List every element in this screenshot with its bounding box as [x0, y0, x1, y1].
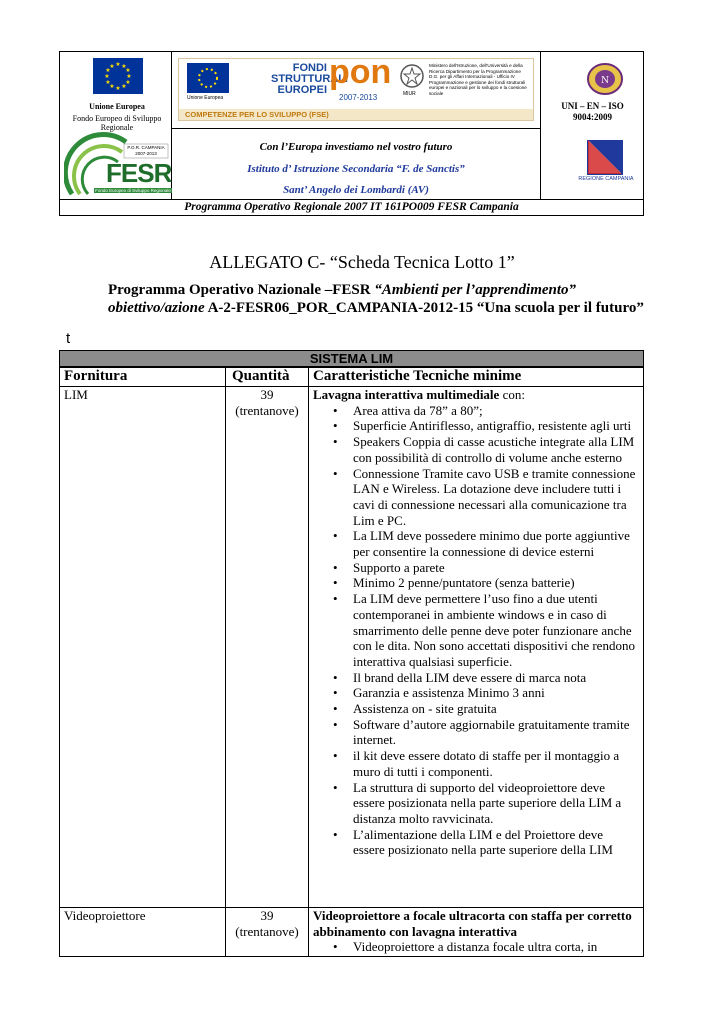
italian-emblem-icon — [399, 63, 425, 89]
ministry-text: Ministero dell'Istruzione, dell'Università e della Ricerca Dipartimento per la Programmazione D.G. per gli Affari Internazionali - Ufficio IV Programmazione e gestione dei fondi strutturali europei e nazionali per lo sviluppo e la coesione sociale — [429, 63, 527, 96]
pon-fondi-text — [271, 62, 348, 96]
subtitle-part: Programma Operativo Nazionale –FESR — [108, 282, 375, 298]
qty-number: 39 — [260, 908, 274, 923]
svg-text:★: ★ — [105, 79, 111, 86]
svg-text:★: ★ — [109, 63, 115, 70]
spec-item: • La LIM deve possedere minimo due porte aggiuntive per consentire la connessione di device esterni — [309, 528, 637, 559]
letterhead — [59, 51, 644, 216]
svg-text:★: ★ — [104, 73, 110, 80]
spec-item: • Garanzia e assistenza Minimo 3 anni — [309, 685, 637, 701]
svg-text:★: ★ — [115, 61, 121, 68]
qty-number: 39 — [260, 387, 274, 402]
spec-item: • Assistenza on - site gratuita — [309, 701, 637, 717]
col-header-quantita: Quantità — [225, 367, 309, 387]
school-iso-logo-icon — [586, 62, 624, 96]
spec-lead-bold: Videoproiettore a focale ultracorta con staffa per corretto abbinamento con lavagna interattiva — [313, 908, 632, 939]
subtitle-italic: “Ambienti per l’apprendimento” — [374, 282, 577, 298]
pon-europei: EUROPEI — [277, 84, 327, 96]
svg-text:★: ★ — [121, 63, 127, 70]
svg-text:★: ★ — [125, 67, 131, 74]
table-row-qty — [225, 386, 309, 908]
spec-lead-bold: Lavagna interattiva multimediale — [313, 387, 500, 402]
eu-sublabel: Fondo Europeo di Sviluppo Regionale — [72, 114, 162, 132]
col-header-caratteristiche: Caratteristiche Tecniche minime — [308, 367, 644, 387]
table-row-specs — [308, 907, 644, 957]
svg-text:★: ★ — [109, 83, 115, 90]
table-row-specs — [308, 386, 644, 908]
stray-character: t — [66, 330, 71, 347]
fesr-por-label: P.O.R. CAMPANIA 2007-2013 — [127, 145, 165, 156]
col-header-fornitura: Fornitura — [59, 367, 226, 387]
svg-text:★: ★ — [125, 79, 131, 86]
spec-item: • il kit deve essere dotato di staffe per il montaggio a muro di tutti i componenti. — [309, 748, 637, 779]
svg-text:★: ★ — [126, 73, 132, 80]
spec-item: • Minimo 2 penne/puntatore (senza batterie) — [309, 575, 637, 591]
spec-item: • Area attiva da 78” a 80”; — [309, 403, 637, 419]
table-row-item: Videoproiettore — [59, 907, 226, 957]
iso-line2: 9004:2009 — [573, 112, 612, 122]
school-name: Istituto d’ Istruzione Secondaria “F. de Sanctis” — [247, 163, 465, 175]
qty-words: (trentanove) — [235, 402, 299, 418]
spec-item: • Connessione Tramite cavo USB e tramite connessione LAN e Wireless. La dotazione deve includere tutti i cavi di connessione necessari alla comunicazione tra Lim e PC. — [309, 466, 637, 529]
pon-wordmark: pon — [329, 53, 392, 91]
pon-years: 2007-2013 — [339, 93, 378, 102]
regione-label: REGIONE CAMPANIA — [578, 176, 634, 182]
programme-subtitle-line2 — [108, 299, 668, 317]
spec-lead — [313, 387, 637, 403]
spec-item: • Videoproiettore a distanza focale ultra corta, in — [309, 939, 637, 955]
pon-logo — [178, 53, 534, 121]
school-town: Sant’ Angelo dei Lombardi (AV) — [283, 184, 429, 196]
iso-line1: UNI – EN – ISO — [561, 101, 624, 111]
programme-line: Programma Operativo Regionale 2007 IT 161PO009 FESR Campania — [184, 201, 519, 213]
pon-strutturali: STRUTTURALI — [271, 73, 348, 85]
divider — [171, 128, 541, 129]
pon-fondi: FONDI — [292, 62, 327, 74]
document-title: ALLEGATO C- “Scheda Tecnica Lotto 1” — [209, 252, 515, 272]
fesr-logo — [64, 128, 172, 198]
svg-text:★: ★ — [121, 83, 127, 90]
iso-label — [540, 101, 645, 123]
qty-words: (trentanove) — [235, 923, 299, 939]
table-row-qty — [225, 907, 309, 957]
table-title: SISTEMA LIM — [59, 350, 644, 367]
pon-ue-caption: Unione Europea — [187, 95, 224, 101]
spec-item: • L’alimentazione della LIM e del Proiettore deve essere posizionato nella parte superiore della LIM — [309, 827, 637, 858]
programme-subtitle-line1 — [108, 281, 668, 299]
eu-flag-small-icon — [187, 63, 229, 93]
spec-lead — [313, 908, 637, 939]
divider — [540, 52, 541, 199]
spec-item: • Superficie Antiriflesso, antigraffio, resistente agli urti — [309, 418, 637, 434]
spec-item: • Supporto a parete — [309, 560, 637, 576]
spec-item: • La struttura di supporto del videoproiettore deve essere posizionata nella parte superiore della LIM a distanza molto ravvicinata. — [309, 780, 637, 827]
table-row-item: LIM — [59, 386, 226, 908]
spec-item: • Software d’autore aggiornabile gratuitamente tramite internet. — [309, 717, 637, 748]
spec-list — [309, 939, 637, 955]
spec-lead-rest: con: — [499, 387, 525, 402]
subtitle-italic: obiettivo/azione — [108, 300, 205, 316]
svg-text:★: ★ — [105, 67, 111, 74]
fesr-caption: Fondo Europeo di Sviluppo Regionale — [95, 188, 171, 193]
svg-text:★: ★ — [115, 85, 121, 92]
eu-label: Unione Europea — [89, 102, 145, 111]
pon-miur-caption: MIUR — [403, 91, 416, 97]
eu-flag-icon — [93, 58, 143, 94]
spec-list — [309, 403, 637, 858]
spec-item: • Speakers Coppia di casse acustiche integrate alla LIM con possibilità di controllo di volume anche esterno — [309, 434, 637, 465]
motto: Con l’Europa investiamo nel vostro futuro — [259, 141, 453, 153]
fesr-wordmark: FESR — [106, 158, 172, 188]
pon-strip: COMPETENZE PER LO SVILUPPO (FSE) — [179, 109, 533, 120]
subtitle-part: A-2-FESR06_POR_CAMPANIA-2012-15 “Una scuola per il futuro” — [204, 300, 644, 316]
svg-text:N: N — [601, 76, 609, 86]
spec-item: • Il brand della LIM deve essere di marca nota — [309, 670, 637, 686]
spec-item: • La LIM deve permettere l’uso fino a due utenti contemporanei in ambiente windows e in caso di smarrimento delle penne deve poter funzionare anche con le dita. Non sono accettati dispositivi che rendono interattiva qualsiasi superficie. — [309, 591, 637, 670]
